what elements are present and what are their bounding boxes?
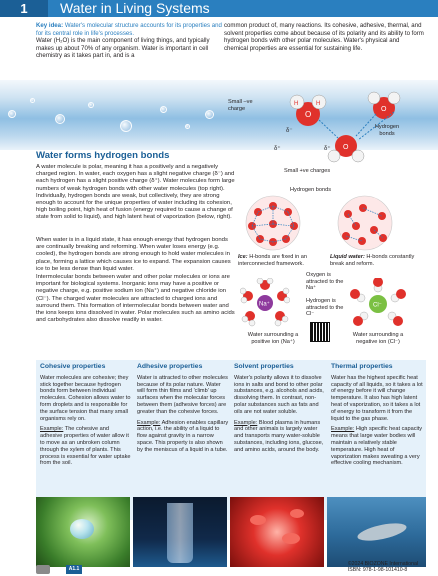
oxygen-attracted-label: Oxygen is attracted to the Na⁺: [306, 272, 344, 292]
adhesive-column: [137, 364, 229, 454]
delta-neg-label: δ⁻: [286, 128, 293, 134]
atom-o: O: [343, 144, 349, 151]
column-title: Solvent properties: [234, 363, 294, 370]
ice-lattice-diagram: [238, 194, 308, 252]
chloride-ion-diagram: [350, 278, 406, 328]
column-example: Example: Blood plasma in humans and other animals is largely water and transports many water-soluble substances, including ions, glucose, and amino acids, around the body.: [234, 419, 324, 453]
column-text: Water's polarity allows it to dissolve ions in salts and bond to other polar substances, e.g. alcohols and acids, dissolving them. In contrast, non-polar substances such as fats and oils are not water soluble.: [234, 374, 324, 415]
intro-left-text: Water (H₂O) is the main component of living things, and typically makes up about 70% of any organism. Water is important in cell chemistry as it takes part in, and is a: [36, 37, 210, 60]
column-text: Water molecules are cohesive; they stick together because hydrogen bonds form between individual molecules. Cohesion allows water to form droplets and is responsible for the surface tension that many small organisms rely on.: [40, 374, 131, 422]
paragraph-3: Intermolecular bonds between water and other polar molecules or ions are important for biological systems. Inorganic ions may have a positive or negative charge, e.g. positive sodium ion (Na⁺) and negative chloride ion (Cl⁻). The charged water molecules are attracted to charged ions and surround them. This formation of intermolecular bonds between water and the ions keeps ions dissolved in water. Polar molecules such as amino acids and carbohydrates also dissolve readily in water.: [36, 274, 235, 324]
column-text: Water is attracted to other molecules because of its polar nature. Water will form thin films and 'climb' up surfaces when the molecular forces between them (adhesive forces) are greater than the cohesive forces.: [137, 374, 228, 415]
column-example: Example: Adhesion enables capillary action, i.e. the ability of a liquid to flow against gravity in a narrow space. This property is also shown by the meniscus of a liquid in a tube.: [137, 419, 229, 453]
key-idea-label: Key idea:: [36, 22, 64, 29]
small-positive-charges-label: Small +ve charges: [284, 168, 331, 174]
liquid-water-diagram: [330, 194, 400, 252]
hydrogen-bonds-label: Hydrogen bonds: [374, 124, 400, 137]
sodium-ion-diagram: [240, 278, 290, 328]
water-molecule-left: [290, 95, 326, 126]
chapter-title: Water in Living Systems: [60, 0, 210, 16]
qr-code[interactable]: [310, 322, 330, 342]
column-title: Thermal properties: [331, 363, 393, 370]
copyright: ©2024 BIOZONE International: [347, 561, 418, 567]
footer-credits: [348, 561, 418, 574]
chloride-caption: Water surrounding a negative ion (Cl⁻): [352, 332, 404, 345]
isbn: ISBN: 978-1-98-101410-8: [347, 567, 408, 574]
ice-caption: [238, 254, 318, 267]
ice-caption-text: H-bonds are fixed in an interconnected framework.: [238, 254, 308, 267]
atom-o: O: [305, 110, 312, 119]
column-example: Example: The cohesive and adhesive properties of water allow it to move as an unbroken column through the xylem of plants. This process is essential for water uptake from the soil.: [40, 426, 131, 467]
sodium-caption: Water surrounding a positive ion (Na⁺): [247, 332, 299, 345]
sodium-ion-label: Na⁺: [259, 301, 270, 308]
chapter-number: 1: [0, 0, 48, 17]
atom-h: H: [294, 101, 299, 107]
liquid-caption-text: H-bonds constantly break and reform.: [330, 254, 415, 267]
water-droplet-photo: [36, 497, 130, 567]
paragraph-1: A water molecule is polar, meaning it has a positively and a negatively charged region. In water, each oxygen has a slight negative charge (δ⁻) and each hydrogen has a slight positive charge (δ⁺). Water molecules form large numbers of weak hydrogen bonds with other water molecules (top right). Individually, hydrogen bonds are weak, but collectively, they are strong enough to account for the unique properties of water including its cohesion, high boiling point, high heat of fusion (energy required to cause a change of state from solid to liquid), and high latent heat of vaporization (below, right).: [36, 164, 235, 221]
cohesive-column: [40, 364, 132, 467]
liquid-caption-label: Liquid water:: [330, 254, 365, 260]
paragraph-2: When water is in a liquid state, it has enough energy that hydrogen bonds are continually breaking and reforming. When water loses energy (e.g. cooled), the hydrogen bonds are strong enough to hold water molecules in place, forming a lattice which causes ice to expand. The expansion causes ice to be less dense than liquid water.: [36, 237, 231, 272]
solvent-column: [234, 364, 326, 454]
liquid-caption: [330, 254, 425, 267]
atom-h: H: [316, 101, 321, 107]
activity-code: A1.1: [66, 565, 82, 574]
column-example: Example: High specific heat capacity means that large water bodies will maintain a relatively stable temperature. High heat of vaporization makes sweating a very effective cooling mechanism.: [331, 426, 423, 467]
ice-caption-label: Ice:: [238, 254, 248, 260]
ice-hydrogen-bonds-label: Hydrogen bonds: [290, 187, 332, 193]
column-text: Water has the highest specific heat capacity of all liquids, so it takes a lot of energy before it will change temperature. It also has high latent heat of vaporization, so it takes a lot of energy to transform it from the liquid to the gas phase.: [331, 374, 423, 422]
atom-o: O: [381, 106, 387, 113]
hydrogen-attracted-label: Hydrogen is attracted to the Cl⁻: [306, 298, 344, 318]
blood-vessel-photo: [230, 497, 324, 567]
meniscus-tube-photo: [133, 497, 227, 567]
key-idea-text: Water's molecular structure accounts for its properties and for its central role in life's processes.: [36, 22, 222, 37]
intro-right-text: common product of, many reactions. Its cohesive, adhesive, thermal, and solvent properties come about because of its polarity and its ability to form hydrogen bonds with other polar molecules. Water's physical and chemical properties are essential for sustaining life.: [224, 22, 424, 52]
delta-pos-label: δ⁺: [274, 146, 281, 152]
chloride-ion-label: Cl⁻: [373, 302, 382, 309]
water-molecule-right: [368, 92, 400, 119]
small-negative-charge-label: Small –ve charge: [228, 99, 253, 112]
thermal-column: [331, 364, 423, 467]
water-molecule-bottom: [328, 135, 364, 162]
biozone-logo-icon: [36, 565, 50, 574]
section-title: Water forms hydrogen bonds: [36, 150, 170, 161]
column-title: Adhesive properties: [137, 363, 203, 370]
intro-left: [36, 22, 226, 60]
column-title: Cohesive properties: [40, 363, 106, 370]
chapter-header: [0, 0, 438, 17]
shark-sea-photo: [327, 497, 426, 567]
delta-pos-label: δ⁺: [324, 146, 331, 152]
